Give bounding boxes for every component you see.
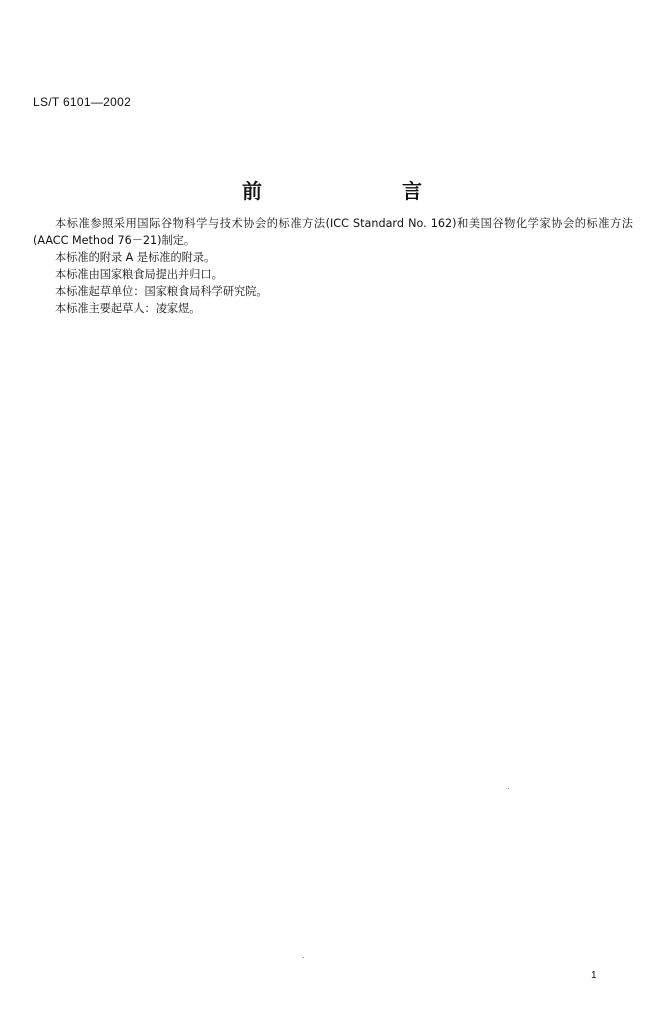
page-number: 1 bbox=[591, 970, 597, 981]
foreword-paragraph: 本标准的附录 A 是标准的附录。 bbox=[55, 251, 216, 264]
foreword-paragraph: 本标准由国家粮食局提出并归口。 bbox=[55, 268, 223, 281]
scan-speck bbox=[508, 788, 509, 789]
section-title-foreword: 前 言 bbox=[242, 179, 482, 203]
foreword-paragraph: 本标准主要起草人：凌家煜。 bbox=[55, 302, 201, 315]
foreword-paragraph: 本标准起草单位：国家粮食局科学研究院。 bbox=[55, 285, 268, 298]
standard-code: LS/T 6101—2002 bbox=[33, 95, 132, 109]
foreword-body bbox=[33, 215, 633, 317]
foreword-paragraph: 本标准参照采用国际谷物科学与技术协会的标准方法(ICC Standard No. 162)和美国谷物化学家协会的标准方法(AACC Method 76－21)制定。 bbox=[33, 217, 633, 247]
scan-speck bbox=[303, 957, 304, 958]
